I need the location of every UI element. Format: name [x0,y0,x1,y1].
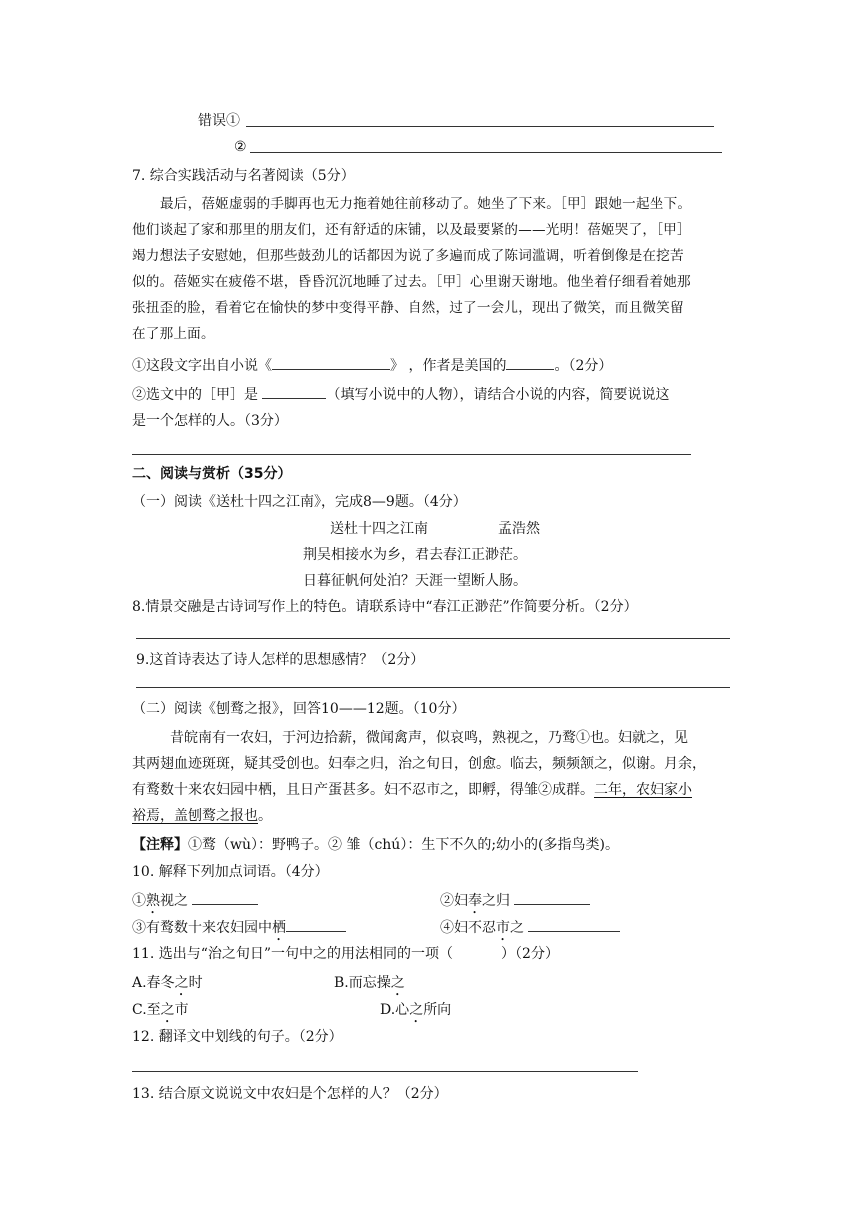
classical-passage [132,725,732,829]
novel-title-blank[interactable] [272,355,390,370]
q10-4-blank[interactable] [528,917,620,932]
option-a[interactable]: A.春冬之时 [132,975,203,991]
q7-sub2: ②选文中的［甲］是 （填写小说中的人物），请结合小说的内容，简要说说这 [132,384,669,405]
q13: 13. 结合原文说说文中农妇是个怎样的人？（2分） [132,1086,448,1102]
author-blank[interactable] [506,355,554,370]
passage-line: 裕焉，盖刨鹜之报也。 [132,808,272,824]
q10-1-blank[interactable] [192,890,258,905]
passage-line: 有鹜数十来农妇园中栖，且日产蛋甚多。妇不忍市之，即孵，得雏②成群。二年，农妇家小 [132,782,692,798]
passage-line: 他们谈起了家和那里的朋友们，还有舒适的床铺，以及最要紧的——光明！蓓姬哭了，［甲］ [132,222,691,238]
q10-item-4: ④妇不忍市之 [440,917,620,944]
part1-intro: （一）阅读《送杜十四之江南》，完成8—9题。（4分） [132,494,467,510]
error-1-answer-line[interactable] [246,126,714,127]
poem-title: 送杜十四之江南 [330,521,428,537]
q10-item-1: ①熟视之 [132,890,258,917]
q12-answer-line[interactable] [132,1071,638,1072]
character-blank[interactable] [262,384,326,399]
error-2-answer-line[interactable] [250,152,722,153]
q10-item-2: ②妇奉之归 [440,890,590,917]
q10-3-blank[interactable] [286,917,346,932]
q7-sub1: ①这段文字出自小说《 》 ，作者是美国的 。（2分） [132,355,612,376]
q12: 12. 翻译文中划线的句子。（2分） [132,1029,343,1045]
poem-author: 孟浩然 [498,521,540,537]
q7-answer-line[interactable] [132,454,691,455]
poem-line-2: 日暮征帆何处泊？天涯一望断人肠。 [303,573,527,589]
option-b[interactable]: B.而忘操之 [334,975,405,991]
passage-line: 昔皖南有一农妇，于河边拾薪，微闻禽声，似哀鸣，熟视之，乃鹜①也。妇就之，见 [170,730,688,746]
passage-line: 最后，蓓姬虚弱的手脚再也无力拖着她往前移动了。她坐了下来。［甲］跟她一起坐下。 [160,196,692,212]
q7-sub2-cont: 是一个怎样的人。（3分） [132,413,288,429]
section2-heading: 二、阅读与赏析（35分） [132,466,292,482]
q10: 10. 解释下列加点词语。（4分） [132,864,329,880]
q9-answer-line[interactable] [136,687,730,688]
q7-title: 7. 综合实践活动与名著阅读（5分） [132,168,355,184]
error-2-label: ② [234,139,247,155]
passage-line: 在了那上面。 [132,326,215,342]
q7-passage [132,191,732,347]
q9: 9.这首诗表达了诗人怎样的思想感情？（2分） [136,652,425,668]
notes: 【注释】①鹜（wù）：野鸭子。② 雏（chú）：生下不久的;幼小的(多指鸟类)。 [132,837,619,853]
passage-line: 竭力想法子安慰她，但那些鼓劲儿的话都因为说了多遍而成了陈词滥调，听着倒像是在挖苦 [132,248,684,264]
q10-item-3: ③有鹜数十来农妇园中栖 [132,917,346,944]
passage-line: 张扭歪的脸，看着它在愉快的梦中变得平静、自然，过了一会儿，现出了微笑，而且微笑留 [132,300,684,316]
poem-line-1: 荆吴相接水为乡，君去春江正渺茫。 [303,547,527,563]
q10-2-blank[interactable] [514,890,590,905]
option-d[interactable]: D.心之所向 [380,1002,452,1018]
q8-answer-line[interactable] [136,638,730,639]
underlined-sentence: 二年，农妇家小 [594,782,692,798]
option-c[interactable]: C.至之市 [132,1002,189,1018]
part2-intro: （二）阅读《刨鹜之报》，回答10——12题。（10分） [132,701,466,717]
passage-line: 似的。蓓姬实在疲倦不堪，昏昏沉沉地睡了过去。［甲］心里谢天谢地。他坐着仔细看着她那 [132,274,691,290]
underlined-sentence: 裕焉，盖刨鹜之报也 [132,808,258,824]
q8: 8.情景交融是古诗词写作上的特色。请联系诗中“春江正渺茫”作简要分析。（2分） [132,599,638,615]
error-1-label: 错误① [198,113,240,129]
passage-line: 其两翅血迹斑斑，疑其受创也。妇奉之归，治之旬日，创愈。临去，频频颔之，似谢。月余， [132,756,706,772]
q11: 11. 选出与“治之旬日”一句中之的用法相同的一项（ ）（2分） [132,946,559,962]
